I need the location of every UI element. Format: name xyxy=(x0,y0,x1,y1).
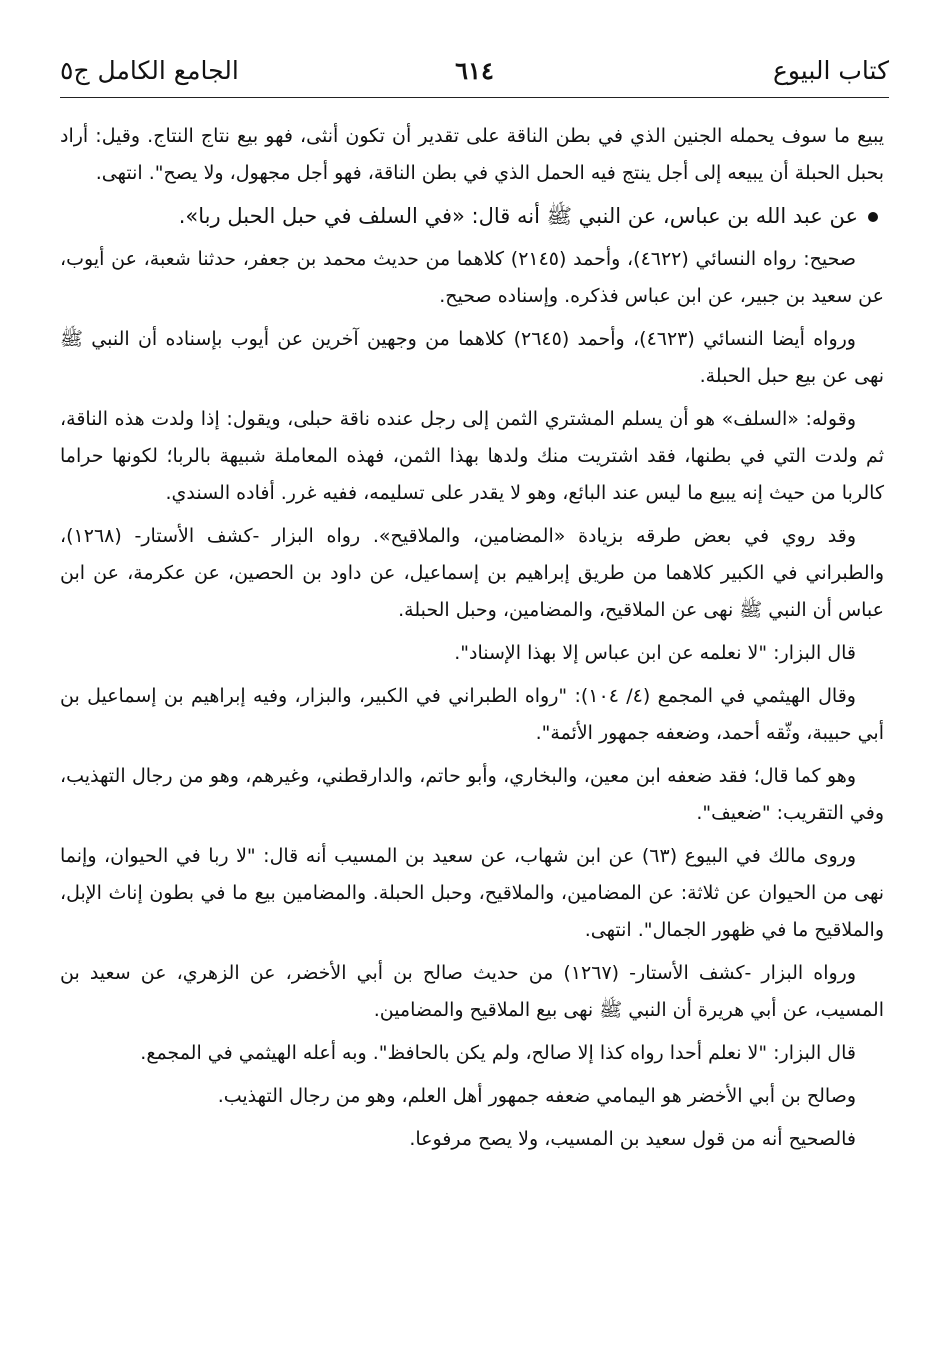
paragraph: وقال الهيثمي في المجمع (٤/ ١٠٤): "رواه الطبراني في الكبير، والبزار، وفيه إبراهيم بن إسماعيل بن أبي حبيبة، وثّقه أحمد، وضعفه جمهور الأئمة". xyxy=(60,685,884,744)
paragraph: وقوله: «السلف» هو أن يسلم المشتري الثمن إلى رجل عنده ناقة حبلى، ويقول: إذا ولدت هذه الناقة، ثم ولدت التي في بطنها، فقد اشتريت منك ولدها بهذا الثمن، فهذه المعاملة شبيهة بالربا؛ لكونها حراما كالربا من حيث إنه يبيع ما ليس عند البائع، وهو لا يقدر على تسليمه، ففيه غرر. أفاده السندي. xyxy=(60,408,884,504)
paragraph: قال البزار: "لا نعلمه عن ابن عباس إلا بهذا الإسناد". xyxy=(454,642,856,664)
hadith-text: عن عبد الله بن عباس، عن النبي ﷺ أنه قال: «في السلف في حبل الحبل ربا». xyxy=(178,204,858,228)
paragraph: وروى مالك في البيوع (٦٣) عن ابن شهاب، عن سعيد بن المسيب أنه قال: "لا ربا في الحيوان، وإنما نهى من الحيوان عن ثلاثة: عن المضامين، والملاقيح، وحبل الحبلة. والمضامين بيع ما في بطون إناث الإبل، والملاقيح ما في ظهور الجمال". انتهى. xyxy=(60,845,884,941)
paragraph: صحيح: رواه النسائي (٤٦٢٢)، وأحمد (٢١٤٥) كلاهما من حديث محمد بن جعفر، حدثنا شعبة، عن أيوب، عن سعيد بن جبير، عن ابن عباس فذكره. وإسناده صحيح. xyxy=(60,248,884,307)
header-divider xyxy=(60,97,889,98)
page-number: ٦١٤ xyxy=(455,56,494,85)
paragraph: ورواه أيضا النسائي (٤٦٢٣)، وأحمد (٢٦٤٥) كلاهما من وجهين آخرين عن أيوب بإسناده أن النبي ﷺ نهى عن بيع حبل الحبلة. xyxy=(60,328,884,387)
paragraph: وقد روي في بعض طرقه بزيادة «المضامين، والملاقيح». رواه البزار -كشف الأستار- (١٢٦٨)، والطبراني في الكبير كلاهما من طريق إبراهيم بن إسماعيل، عن داود بن الحصين، عن عكرمة، عن ابن عباس أن النبي ﷺ نهى عن الملاقيح، والمضامين، وحبل الحبلة. xyxy=(60,525,884,621)
paragraph: يبيع ما سوف يحمله الجنين الذي في بطن الناقة على تقدير أن تكون أنثى، فهو بيع نتاج النتاج. وقيل: أراد بحبل الحبلة أن يبيعه إلى أجل ينتج فيه الحمل الذي في بطن الناقة، فهو أجل مجهول، ولا يصح". انتهى. xyxy=(60,125,884,184)
bullet-icon xyxy=(868,212,878,222)
page-body xyxy=(60,118,884,1164)
book-section-title: كتاب البيوع xyxy=(772,56,889,85)
paragraph: قال البزار: "لا نعلم أحدا رواه كذا إلا صالح، ولم يكن بالحافظ". وبه أعله الهيثمي في المجمع. xyxy=(140,1042,856,1064)
hadith-paragraph xyxy=(60,198,884,235)
running-header xyxy=(60,56,889,96)
paragraph: فالصحيح أنه من قول سعيد بن المسيب، ولا يصح مرفوعا. xyxy=(409,1128,856,1150)
paragraph: وهو كما قال؛ فقد ضعفه ابن معين، والبخاري، وأبو حاتم، والدارقطني، وغيرهم، وهو من رجال التهذيب، وفي التقريب: "ضعيف". xyxy=(60,765,884,824)
paragraph: وصالح بن أبي الأخضر هو اليمامي ضعفه جمهور أهل العلم، وهو من رجال التهذيب. xyxy=(217,1085,856,1107)
paragraph: ورواه البزار -كشف الأستار- (١٢٦٧) من حديث صالح بن أبي الأخضر، عن الزهري، عن سعيد بن المسيب، عن أبي هريرة أن النبي ﷺ نهى بيع الملاقيح والمضامين. xyxy=(60,962,884,1021)
volume-title: الجامع الكامل ج٥ xyxy=(60,56,239,85)
